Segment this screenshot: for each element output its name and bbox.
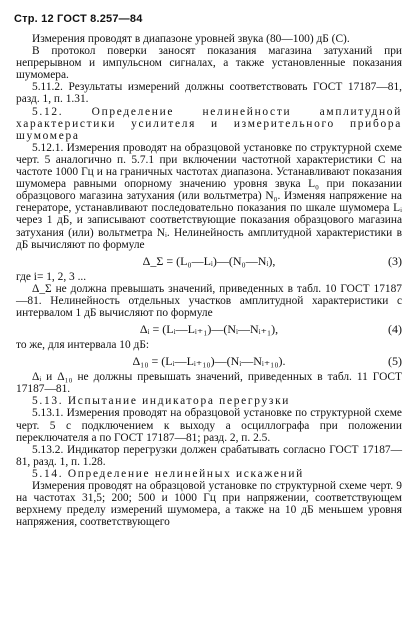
- formula-3-expression: Δ_Σ = (L₀—Lᵢ)—(N₀—Nᵢ),: [142, 253, 276, 268]
- formula-3: [16, 251, 402, 271]
- formula-4-expression: Δᵢ = (Lᵢ—Lᵢ₊₁)—(Nᵢ—Nᵢ₊₁),: [139, 322, 279, 337]
- page-header: Стр. 12 ГОСТ 8.257—84: [14, 13, 143, 25]
- formula-4-number: (4): [388, 322, 402, 337]
- heading-5-12: 5.12. Определение нелинейности амплитудной характеристики усилителя и измерительного прибора шумомера: [16, 105, 402, 142]
- para-protocol: В протокол поверки заносят показания магазина затуханий при непрерывном и импульсном сигналах, а также установленные показания шумомера.: [16, 45, 402, 82]
- heading-5-14: 5.14. Определение нелинейных искажений: [32, 467, 304, 480]
- formula-5: [16, 351, 402, 371]
- para-5-12-1: 5.12.1. Измерения проводят на образцовой установке по структурной схеме черт. 5 аналогично п. 5.7.1 при включении частотной характеристики С на частоте 1000 Гц и на граничных частотах диапазона. Устанавливают показания шумомера равными опорному значению уровня звука L₀ при показании образцового магазина затухания (или вольтметра) N₀. Изменяя напряжение на генераторе, устанавливают последовательно показания по шкале шумомера Lᵢ через 1 дБ, и записывают соответствующие показания образцового магазина затухания (или) вольтметра Nᵢ. Нелинейность амплитудной характеристики в дБ вычисляют по формуле: [16, 141, 402, 251]
- formula-4: [16, 319, 402, 339]
- formula-3-number: (3): [388, 253, 402, 268]
- para-5-13-2: 5.13.2. Индикатор перегрузки должен срабатывать согласно ГОСТ 17187—81, разд. 1, п. 1.28.: [16, 443, 402, 468]
- para-where-i: где i= 1, 2, 3 ...: [16, 270, 87, 283]
- document-body: [16, 33, 402, 528]
- formula-5-expression: Δ₁₀ = (Lᵢ—Lᵢ₊₁₀)—(Nᵢ—Nᵢ₊₁₀).: [132, 354, 286, 369]
- heading-5-13: 5.13. Испытание индикатора перегрузки: [32, 395, 291, 408]
- para-delta-limits: Δᵢ и Δ₁₀ не должны превышать значений, приведенных в табл. 11 ГОСТ 17187—81.: [16, 371, 402, 396]
- para-5-11-2: 5.11.2. Результаты измерений должны соответствовать ГОСТ 17187—81, разд. 1, п. 1.31.: [16, 81, 402, 106]
- para-5-14: Измерения проводят на образцовой установке по структурной схеме черт. 9 на частотах 31,5; 200; 500 и 1000 Гц при напряжении, соответствующем верхнему пределу измерений шумомера, а также на 10 дБ меньшем уровня напряжения, соответствующего: [16, 480, 402, 529]
- para-interval-10: то же, для интервала 10 дБ:: [16, 339, 150, 352]
- formula-5-number: (5): [388, 354, 402, 369]
- para-delta-sigma: Δ_Σ не должна превышать значений, приведенных в табл. 10 ГОСТ 17187—81. Нелинейность отдельных участков амплитудной характеристики с интервалом 1 дБ вычисляют по формуле: [16, 282, 402, 319]
- para-5-13-1: 5.13.1. Измерения проводят на образцовой установке по структурной схеме черт. 5 с подключением к выходу а осциллографа при положении переключателя а по ГОСТ 17187—81; разд. 2, п. 2.5.: [16, 407, 402, 444]
- para-range: Измерения проводят в диапазоне уровней звука (80—100) дБ (С).: [32, 33, 350, 45]
